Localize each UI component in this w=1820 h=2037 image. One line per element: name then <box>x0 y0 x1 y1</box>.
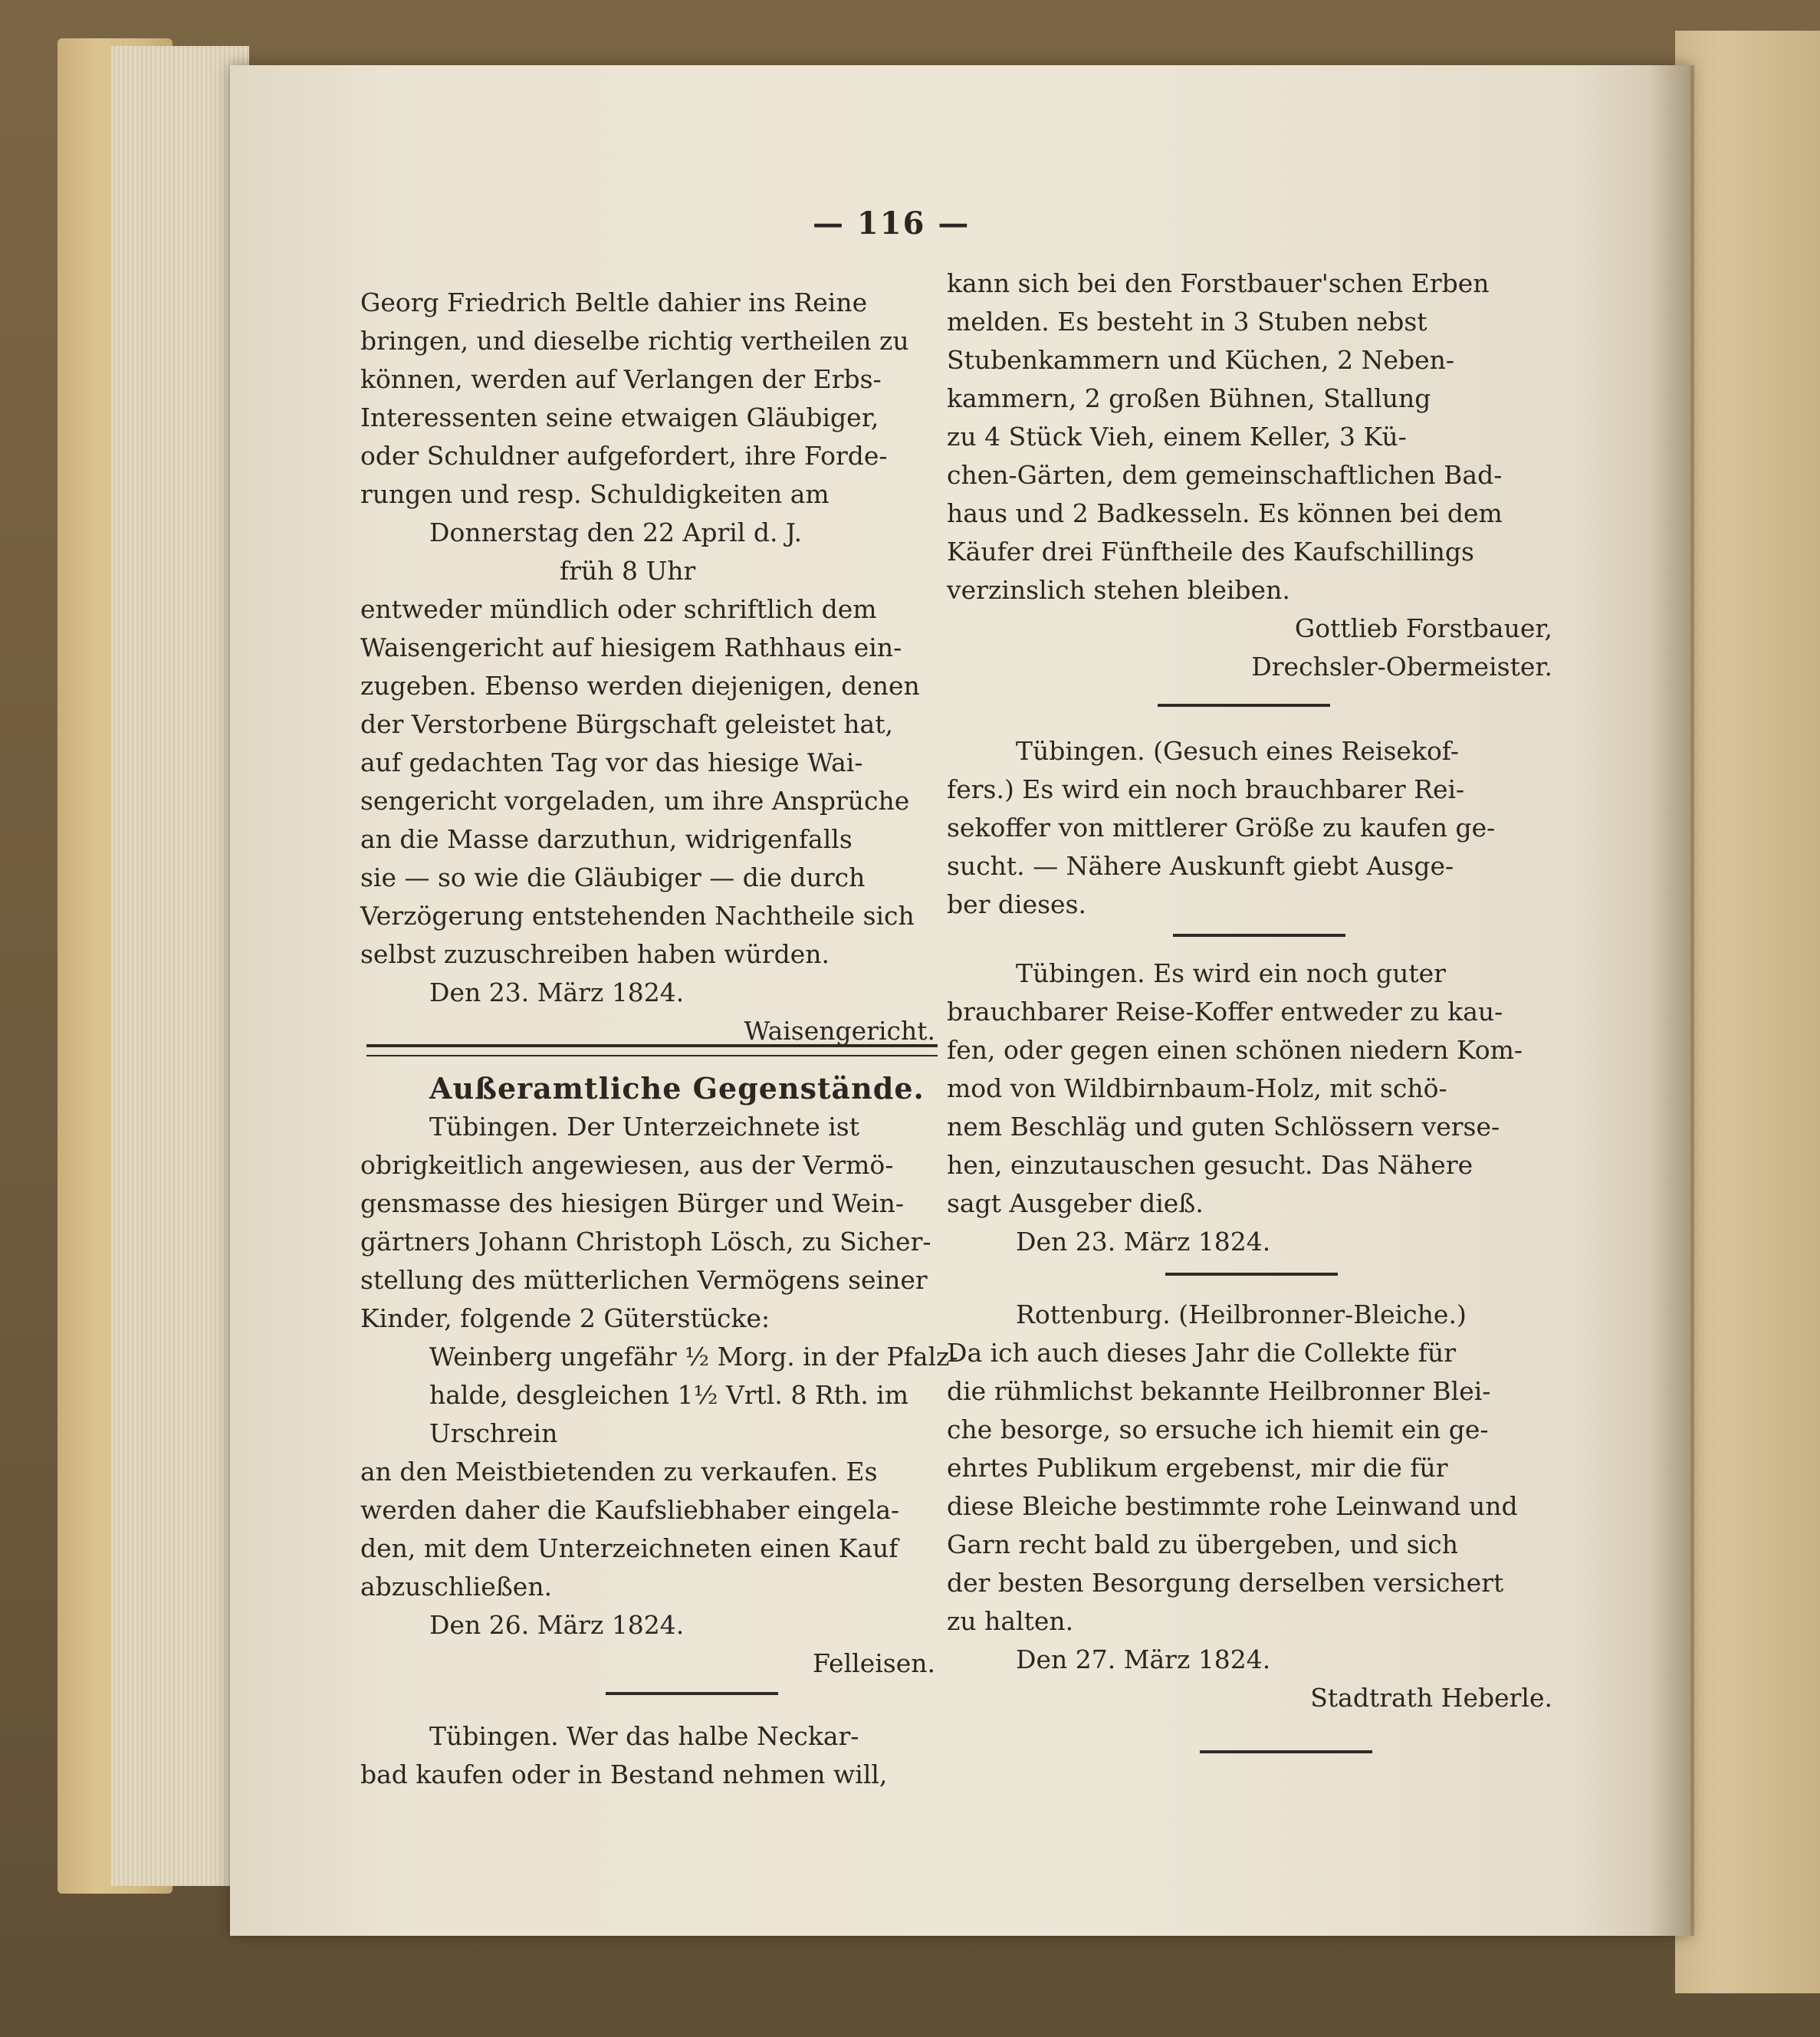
text-line: Georg Friedrich Beltle dahier ins Reine <box>360 287 868 317</box>
text-line: sucht. — Nähere Auskunft giebt Ausge- <box>947 851 1454 881</box>
text-line: Tübingen. Der Unterzeichnete ist <box>429 1112 859 1142</box>
text-line: gensmasse des hiesigen Bürger und Wein- <box>360 1188 905 1218</box>
separator-rule <box>1165 1273 1338 1276</box>
text-line: chen-Gärten, dem gemeinschaftlichen Bad- <box>947 460 1503 490</box>
text-line: nem Beschläg und guten Schlössern verse- <box>947 1112 1500 1142</box>
text-line: Rottenburg. (Heilbronner-Bleiche.) <box>1016 1299 1467 1329</box>
text-line: sagt Ausgeber dieß. <box>947 1188 1204 1218</box>
text-line: Interessenten seine etwaigen Gläubiger, <box>360 402 879 432</box>
signature: Felleisen. <box>812 1648 935 1678</box>
text-line: mod von Wildbirnbaum-Holz, mit schö- <box>947 1073 1447 1103</box>
page-number: — 116 — <box>813 205 971 241</box>
text-line: obrigkeitlich angewiesen, aus der Vermö- <box>360 1150 894 1180</box>
separator-rule <box>1200 1750 1372 1753</box>
left-column-lower <box>360 1069 958 1683</box>
right-column-notice-4 <box>947 1296 1568 1717</box>
text-line: der Verstorbene Bürgschaft geleistet hat, <box>360 709 893 739</box>
text-line: stellung des mütterlichen Vermögens seiner <box>360 1265 928 1295</box>
list-item: Weinberg ungefähr ½ Morg. in der Pfalz- <box>429 1342 958 1372</box>
text-line: sie — so wie die Gläubiger — die durch <box>360 862 866 892</box>
separator-rule <box>1158 704 1330 707</box>
right-cover-board <box>1675 31 1820 1993</box>
text-line: die rühmlichst bekannte Heilbronner Blei- <box>947 1376 1491 1406</box>
text-line: Garn recht bald zu übergeben, und sich <box>947 1529 1459 1559</box>
date-line: Donnerstag den 22 April d. J. <box>429 517 803 547</box>
left-column <box>360 284 951 1050</box>
right-column-notice-2 <box>947 732 1568 924</box>
text-line: entweder mündlich oder schriftlich dem <box>360 594 877 624</box>
text-line: rungen und resp. Schuldigkeiten am <box>360 479 830 509</box>
signature-name: Gottlieb Forstbauer, <box>1294 613 1552 643</box>
dateline: Den 23. März 1824. <box>429 977 685 1007</box>
text-line: Tübingen. (Gesuch eines Reisekof- <box>1016 736 1459 766</box>
list-item: halde, desgleichen 1½ Vrtl. 8 Rth. im <box>429 1380 909 1410</box>
text-line: haus und 2 Badkesseln. Es können bei dem <box>947 498 1503 528</box>
signature: Stadtrath Heberle. <box>1310 1683 1552 1713</box>
text-line: bringen, und dieselbe richtig vertheilen zu <box>360 326 909 356</box>
text-line: können, werden auf Verlangen der Erbs- <box>360 364 882 394</box>
text-line: auf gedachten Tag vor das hiesige Wai- <box>360 747 863 777</box>
text-line: zugeben. Ebenso werden diejenigen, denen <box>360 671 920 701</box>
text-line: Kinder, folgende 2 Güterstücke: <box>360 1303 770 1333</box>
text-line: oder Schuldner aufgefordert, ihre Forde- <box>360 441 888 471</box>
text-line: sekoffer von mittlerer Größe zu kaufen ge- <box>947 813 1496 843</box>
dateline: Den 23. März 1824. <box>1016 1227 1271 1257</box>
text-line: zu 4 Stück Vieh, einem Keller, 3 Kü- <box>947 422 1407 452</box>
text-line: Tübingen. Es wird ein noch guter <box>1016 958 1446 988</box>
text-line: selbst zuzuschreiben haben würden. <box>360 939 830 969</box>
page-edges <box>111 46 249 1886</box>
text-line: ber dieses. <box>947 889 1087 919</box>
list-item: Urschrein <box>429 1418 558 1448</box>
text-line: Verzögerung entstehenden Nachtheile sich <box>360 901 915 931</box>
gutter-shadow <box>1648 65 1694 1936</box>
text-line: sengericht vorgeladen, um ihre Ansprüche <box>360 786 910 816</box>
text-line: der besten Besorgung derselben versichert <box>947 1568 1504 1598</box>
signature: Waisengericht. <box>744 1016 935 1046</box>
dateline: Den 27. März 1824. <box>1016 1644 1271 1674</box>
text-line: ehrtes Publikum ergebenst, mir die für <box>947 1453 1448 1483</box>
text-line: Waisengericht auf hiesigem Rathhaus ein- <box>360 632 902 662</box>
right-column <box>947 264 1568 686</box>
text-line: fen, oder gegen einen schönen niedern Kom- <box>947 1035 1523 1065</box>
section-heading: Außeramtliche Gegenstände. <box>429 1071 925 1106</box>
text-line: verzinslich stehen bleiben. <box>947 575 1290 605</box>
text-line: melden. Es besteht in 3 Stuben nebst <box>947 307 1427 337</box>
text-line: kann sich bei den Forstbauer'schen Erben <box>947 268 1490 298</box>
text-line: Da ich auch dieses Jahr die Collekte für <box>947 1338 1457 1368</box>
text-line: hen, einzutauschen gesucht. Das Nähere <box>947 1150 1473 1180</box>
text-line: Käufer drei Fünftheile des Kaufschillings <box>947 537 1474 567</box>
text-line: brauchbarer Reise-Koffer entweder zu kau- <box>947 997 1503 1027</box>
left-column-bottom <box>360 1717 951 1794</box>
text-line: zu halten. <box>947 1606 1074 1636</box>
separator-rule <box>606 1692 778 1695</box>
section-double-rule <box>366 1044 938 1056</box>
dateline: Den 26. März 1824. <box>429 1610 685 1640</box>
time-line: früh 8 Uhr <box>560 556 696 586</box>
text-line: werden daher die Kaufsliebhaber eingela- <box>360 1495 900 1525</box>
text-line: abzuschließen. <box>360 1572 553 1602</box>
text-line: Stubenkammern und Küchen, 2 Neben- <box>947 345 1455 375</box>
text-line: gärtners Johann Christoph Lösch, zu Sicher- <box>360 1227 931 1257</box>
text-line: bad kaufen oder in Bestand nehmen will, <box>360 1759 888 1789</box>
right-column-notice-3 <box>947 954 1568 1261</box>
text-line: an die Masse darzuthun, widrigenfalls <box>360 824 853 854</box>
text-line: diese Bleiche bestimmte rohe Leinwand und <box>947 1491 1518 1521</box>
text-line: den, mit dem Unterzeichneten einen Kauf <box>360 1533 899 1563</box>
text-line: fers.) Es wird ein noch brauchbarer Rei- <box>947 774 1465 804</box>
text-line: Tübingen. Wer das halbe Neckar- <box>429 1721 859 1751</box>
signature-title: Drechsler-Obermeister. <box>1251 652 1552 682</box>
text-line: kammern, 2 großen Bühnen, Stallung <box>947 383 1431 413</box>
separator-rule <box>1173 934 1345 937</box>
text-line: an den Meistbietenden zu verkaufen. Es <box>360 1457 878 1487</box>
text-line: che besorge, so ersuche ich hiemit ein ge- <box>947 1414 1489 1444</box>
